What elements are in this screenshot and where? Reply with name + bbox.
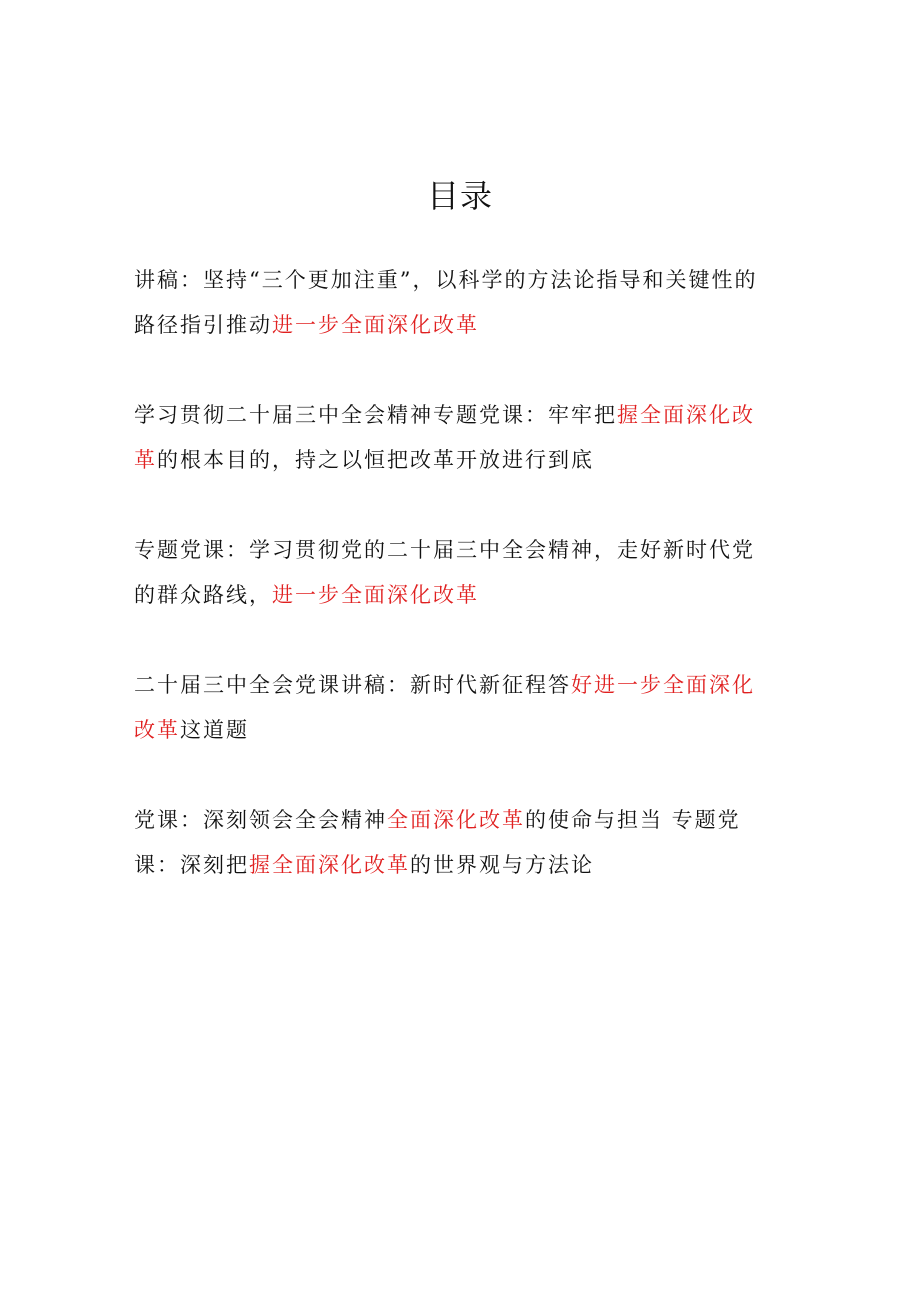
toc-text: 学习贯彻二十届三中全会精神专题党课：牢牢把 <box>134 403 617 427</box>
highlighted-text: 全面深化改革 <box>387 808 525 832</box>
toc-entry[interactable] <box>134 663 794 753</box>
highlighted-text: 进一步全面深化改革 <box>272 583 479 607</box>
toc-entry-line <box>134 393 794 438</box>
highlighted-text: 革 <box>134 448 157 472</box>
toc-text: 的世界观与方法论 <box>410 853 594 877</box>
toc-entry-line <box>134 258 794 303</box>
highlighted-text: 握全面深化改 <box>617 403 755 427</box>
toc-text: 路径指引推动 <box>134 313 272 337</box>
toc-entry-line <box>134 708 794 753</box>
toc-text: 的使命与担当 专题党 <box>525 808 741 832</box>
page-title: 目录 <box>426 177 493 215</box>
toc-text: 二十届三中全会党课讲稿：新时代新征程答 <box>134 673 571 697</box>
toc-entry-line <box>134 573 794 618</box>
toc-entry-line <box>134 798 794 843</box>
toc-entry[interactable] <box>134 798 794 888</box>
highlighted-text: 改革 <box>134 718 180 742</box>
toc-text: 专题党课：学习贯彻党的二十届三中全会精神，走好新时代党 <box>134 538 755 562</box>
toc-entry[interactable] <box>134 528 794 618</box>
toc-entry-line <box>134 528 794 573</box>
toc-entry[interactable] <box>134 393 794 483</box>
table-of-contents <box>134 258 794 933</box>
toc-text: 的群众路线， <box>134 583 272 607</box>
toc-entry[interactable] <box>134 258 794 348</box>
toc-text: 讲稿：坚持“三个更加注重”，以科学的方法论指导和关键性的 <box>134 268 758 292</box>
toc-entry-line <box>134 303 794 348</box>
highlighted-text: 握全面深化改革 <box>249 853 410 877</box>
toc-text: 这道题 <box>180 718 249 742</box>
toc-text: 的根本目的，持之以恒把改革开放进行到底 <box>157 448 594 472</box>
toc-entry-line <box>134 438 794 483</box>
highlighted-text: 进一步全面深化改革 <box>272 313 479 337</box>
toc-text: 课：深刻把 <box>134 853 249 877</box>
toc-entry-line <box>134 663 794 708</box>
highlighted-text: 好进一步全面深化 <box>571 673 755 697</box>
toc-text: 党课：深刻领会全会精神 <box>134 808 387 832</box>
toc-entry-line <box>134 843 794 888</box>
